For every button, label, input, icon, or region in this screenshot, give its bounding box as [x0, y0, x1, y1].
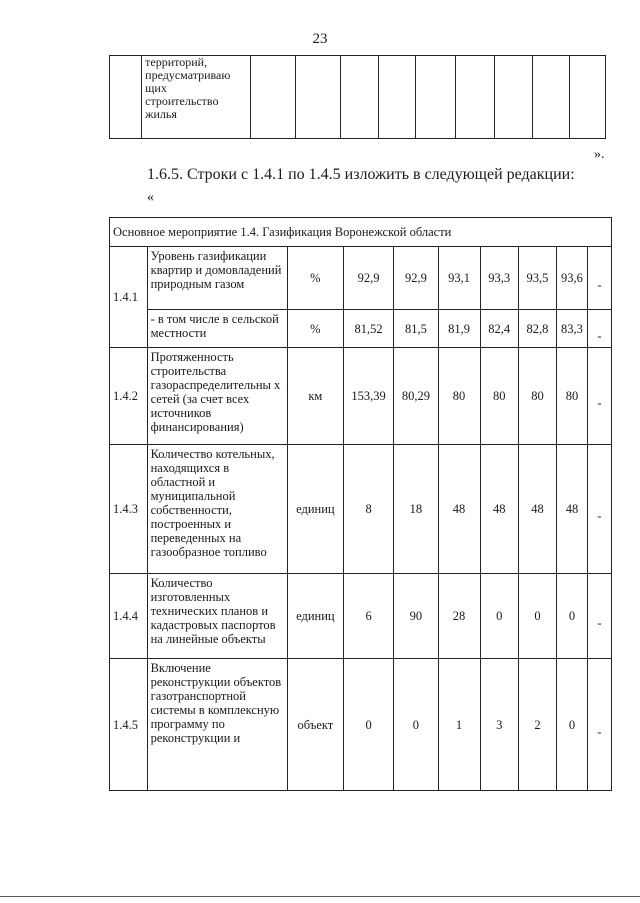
value-cell: 82,4 [480, 310, 518, 348]
value-cell: 80 [518, 348, 556, 445]
section-row [110, 218, 612, 247]
row-code: 1.4.2 [110, 348, 148, 445]
value-cell: - [587, 574, 611, 659]
table-row [110, 348, 612, 445]
value-cell: 0 [518, 574, 556, 659]
value-cell: 82,8 [518, 310, 556, 348]
row-unit: % [287, 310, 343, 348]
value-cell: 80,29 [394, 348, 438, 445]
row-description: Количество изготовленных технических планов и кадастровых паспортов на линейные объекты [147, 574, 287, 659]
row-description: Протяженность строительства газораспределительны х сетей (за счет всех источников финансирования) [147, 348, 287, 445]
value-cell: 92,9 [394, 247, 438, 310]
table-cell [532, 56, 570, 139]
row-description: Включение реконструкции объектов газотранспортной системы в комплексную программу по реконструкции и [147, 659, 287, 791]
value-cell: 28 [438, 574, 480, 659]
table-row [110, 310, 612, 348]
value-cell: 3 [480, 659, 518, 791]
row-code: 1.4.1 [110, 247, 148, 348]
value-cell: 80 [557, 348, 588, 445]
value-cell: - [587, 445, 611, 574]
table-cell [341, 56, 379, 139]
value-cell: 80 [438, 348, 480, 445]
value-cell: - [587, 348, 611, 445]
table-cell [494, 56, 532, 139]
table-cell [378, 56, 416, 139]
value-cell: - [587, 247, 611, 310]
value-cell: 153,39 [343, 348, 393, 445]
fragment-text-cell [142, 56, 251, 139]
fragment-line: строительство [145, 94, 219, 108]
row-unit: км [287, 348, 343, 445]
row-unit: единиц [287, 574, 343, 659]
table-row [110, 247, 612, 310]
value-cell: 81,9 [438, 310, 480, 348]
fragment-line: территорий, [145, 55, 208, 69]
fragment-line: жилья [145, 107, 177, 121]
value-cell: 18 [394, 445, 438, 574]
row-code: 1.4.5 [110, 659, 148, 791]
value-cell: 0 [343, 659, 393, 791]
row-code: 1.4.4 [110, 574, 148, 659]
row-unit: % [287, 247, 343, 310]
table-row [110, 56, 606, 139]
value-cell: 83,3 [557, 310, 588, 348]
value-cell: 0 [557, 659, 588, 791]
value-cell: 48 [518, 445, 556, 574]
value-cell: 6 [343, 574, 393, 659]
table-cell [455, 56, 494, 139]
value-cell: 48 [557, 445, 588, 574]
opening-quote: « [147, 190, 154, 205]
table-row [110, 659, 612, 791]
table-cell [251, 56, 296, 139]
value-cell: 0 [480, 574, 518, 659]
value-cell: 93,3 [480, 247, 518, 310]
table-row [110, 445, 612, 574]
value-cell: 90 [394, 574, 438, 659]
value-cell: 93,6 [557, 247, 588, 310]
fragment-line: щих [145, 81, 167, 95]
value-cell: - [587, 659, 611, 791]
table-cell [416, 56, 455, 139]
main-table [109, 217, 612, 791]
value-cell: 81,5 [394, 310, 438, 348]
value-cell: 8 [343, 445, 393, 574]
top-fragment-table [109, 55, 606, 139]
value-cell: 81,52 [343, 310, 393, 348]
value-cell: 92,9 [343, 247, 393, 310]
table-cell [110, 56, 142, 139]
table-cell [570, 56, 606, 139]
value-cell: 93,5 [518, 247, 556, 310]
row-description: Уровень газификации квартир и домовладений природным газом [147, 247, 287, 310]
section-heading: 1.6.5. Строки с 1.4.1 по 1.4.5 изложить в следующей редакции: [147, 166, 575, 183]
table-row [110, 574, 612, 659]
value-cell: - [587, 310, 611, 348]
row-description: - в том числе в сельской местности [147, 310, 287, 348]
value-cell: 48 [480, 445, 518, 574]
row-unit: объект [287, 659, 343, 791]
section-title: Основное мероприятие 1.4. Газификация Воронежской области [110, 218, 612, 247]
page-bottom-divider [0, 896, 640, 897]
value-cell: 0 [557, 574, 588, 659]
value-cell: 93,1 [438, 247, 480, 310]
closing-quote: ». [594, 147, 605, 162]
page-number: 23 [312, 31, 328, 47]
row-description: Количество котельных, находящихся в областной и муниципальной собственности, построенных и переведенных на газообразное топливо [147, 445, 287, 574]
value-cell: 0 [394, 659, 438, 791]
value-cell: 2 [518, 659, 556, 791]
fragment-line: предусматриваю [145, 68, 231, 82]
row-code: 1.4.3 [110, 445, 148, 574]
value-cell: 80 [480, 348, 518, 445]
value-cell: 1 [438, 659, 480, 791]
table-cell [296, 56, 341, 139]
value-cell: 48 [438, 445, 480, 574]
row-unit: единиц [287, 445, 343, 574]
